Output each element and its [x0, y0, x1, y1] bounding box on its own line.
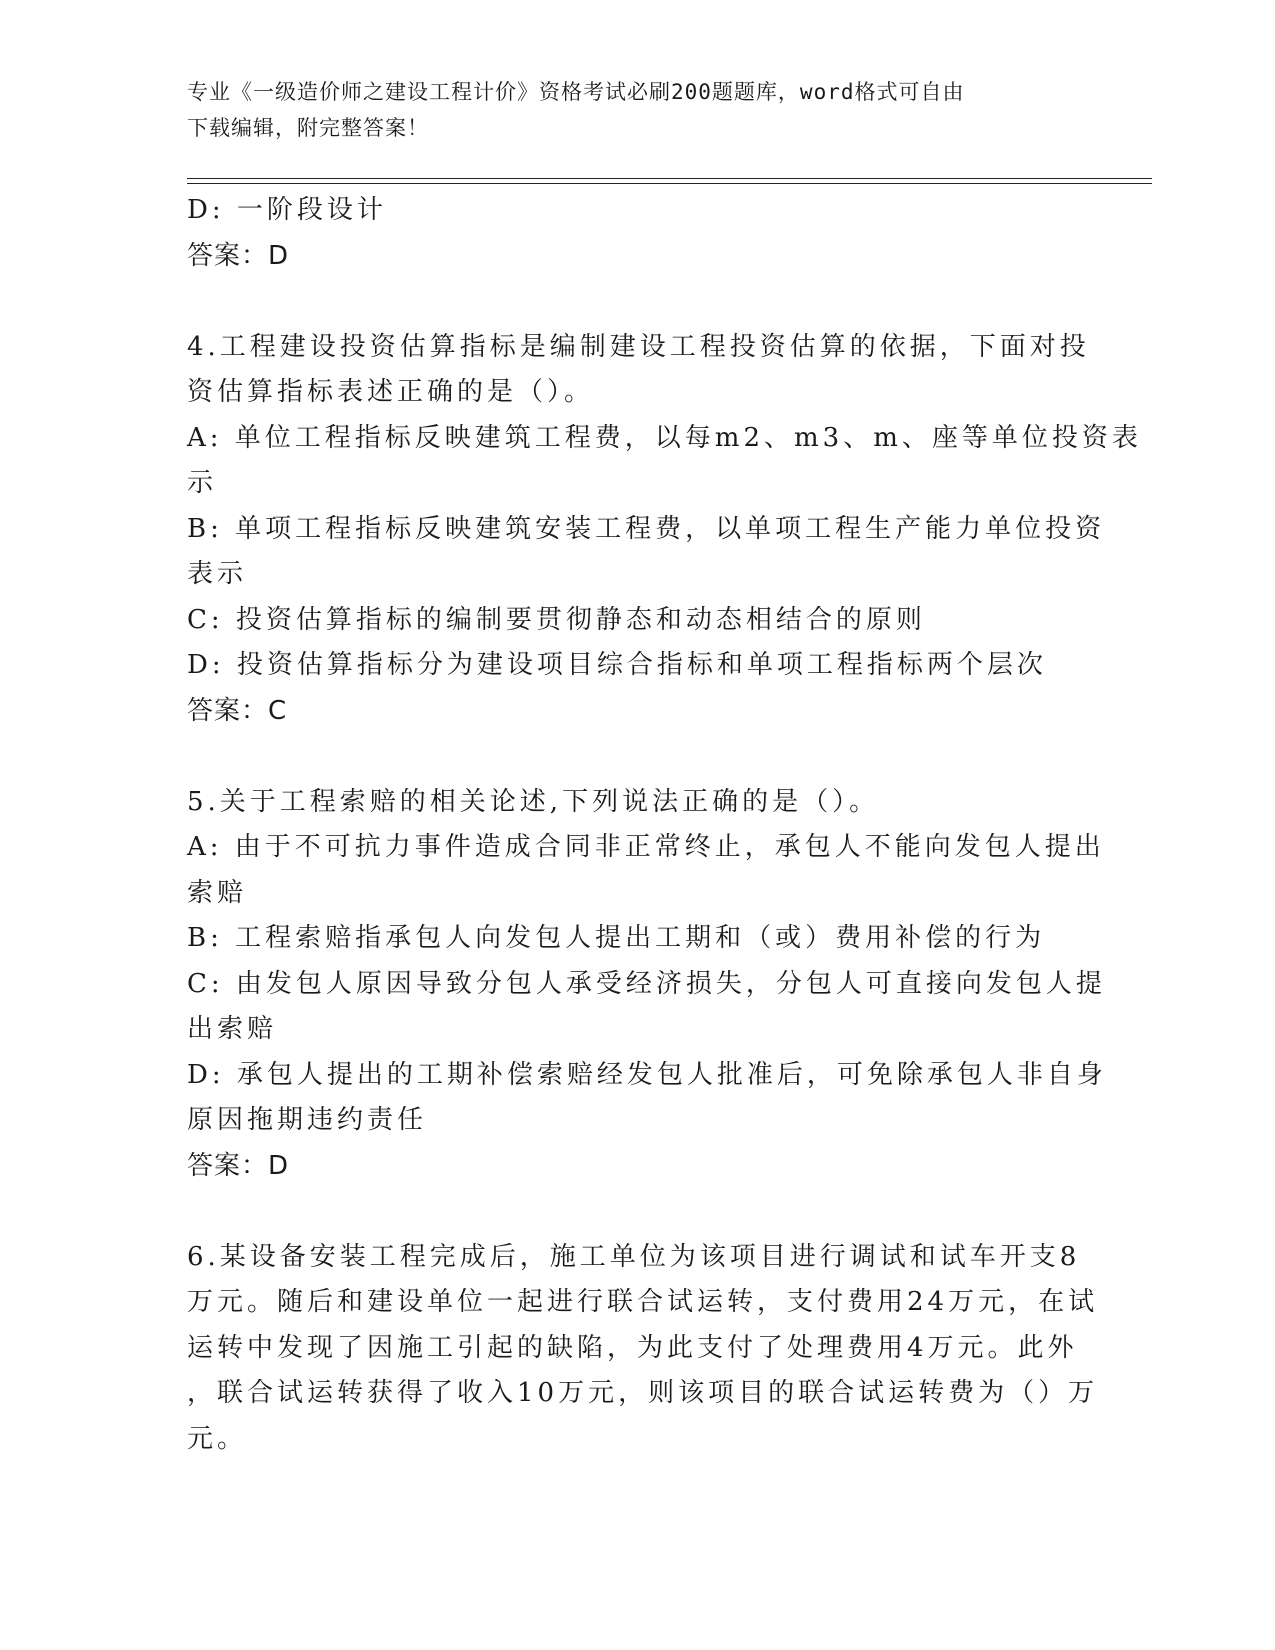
header-line: 下载编辑，附完整答案！ [187, 116, 429, 140]
question-line: D: 一阶段设计 [187, 195, 387, 225]
question-content [187, 188, 1142, 1462]
header-line: 专业《一级造价师之建设工程计价》资格考试必刷200题题库，word格式可自由 [187, 80, 965, 104]
question-line: 5.关于工程索赔的相关论述,下列说法正确的是（）。 [187, 786, 880, 817]
question-line: 运转中发现了因施工引起的缺陷，为此支付了处理费用4万元。此外 [187, 1332, 1078, 1363]
answer-line: 答案：C [187, 695, 288, 726]
question-line: 示 [187, 468, 218, 498]
answer-line: 答案：D [187, 1150, 290, 1181]
question-line: 原因拖期违约责任 [187, 1105, 428, 1135]
spacer [187, 279, 1087, 325]
question-line: 万元。随后和建设单位一起进行联合试运转，支付费用24万元，在试 [187, 1287, 1099, 1317]
question-line: 表示 [187, 559, 248, 589]
question-line: A: 由于不可抗力事件造成合同非正常终止，承包人不能向发包人提出 [187, 832, 1105, 862]
spacer [187, 1189, 1087, 1235]
question-line: B: 工程索赔指承包人向发包人提出工期和（或）费用补偿的行为 [187, 923, 1046, 953]
question-line: 元。 [187, 1423, 248, 1454]
question-line: 6.某设备安装工程完成后，施工单位为该项目进行调试和试车开支8 [187, 1241, 1081, 1272]
question-line: 出索赔 [187, 1014, 278, 1044]
question-line: ，联合试运转获得了收入10万元，则该项目的联合试运转费为（）万 [187, 1378, 1099, 1408]
question-line: D: 承包人提出的工期补偿索赔经发包人批准后，可免除承包人非自身 [187, 1059, 1107, 1090]
question-line: C: 投资估算指标的编制要贯彻静态和动态相结合的原则 [187, 604, 926, 635]
question-line: C: 由发包人原因导致分包人承受经济损失，分包人可直接向发包人提 [187, 968, 1106, 999]
question-line: 索赔 [187, 877, 248, 908]
question-line: B: 单项工程指标反映建筑安装工程费，以单项工程生产能力单位投资 [187, 513, 1106, 544]
question-line: 4.工程建设投资估算指标是编制建设工程投资估算的依据，下面对投 [187, 331, 1090, 362]
question-line: D: 投资估算指标分为建设项目综合指标和单项工程指标两个层次 [187, 650, 1047, 680]
document-header [187, 74, 1087, 146]
spacer [187, 734, 1087, 780]
question-line: A: 单位工程指标反映建筑工程费，以每m2、m3、m、座等单位投资表 [187, 422, 1142, 453]
header-divider [187, 178, 1152, 184]
answer-line: 答案：D [187, 240, 290, 271]
question-line: 资估算指标表述正确的是（）。 [187, 377, 595, 407]
